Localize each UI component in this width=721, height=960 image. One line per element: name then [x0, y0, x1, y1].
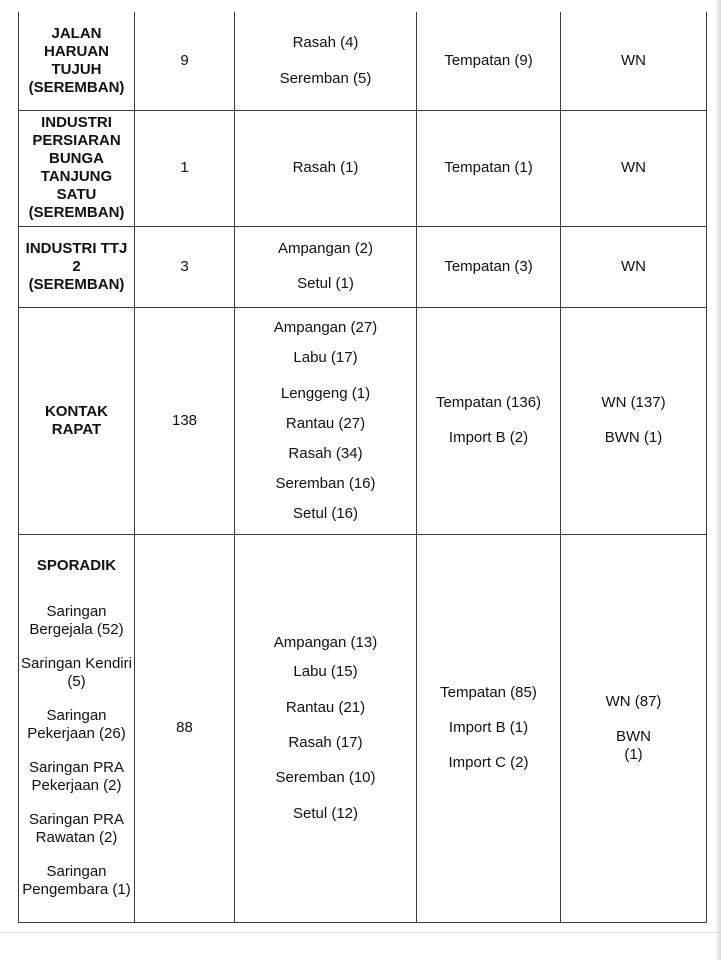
page-bottom-edge [0, 932, 721, 933]
location-entry: Seremban (16) [275, 474, 376, 492]
location-entry: Seremban (10) [275, 768, 376, 786]
source-entry: Tempatan (3) [444, 257, 533, 275]
screening-category [19, 655, 134, 691]
citizenship-entry: WN [621, 159, 646, 176]
location-entry: Rasah (1) [292, 159, 359, 176]
cluster-name-line: PERSIARAN [32, 132, 121, 149]
case-count-cell: 9 [135, 12, 235, 110]
page-edge-shadow [715, 0, 721, 960]
cluster-name-line: KONTAK [44, 402, 109, 420]
source-entry: Tempatan (1) [444, 159, 533, 176]
citizenship-entry: WN (137) [601, 394, 666, 411]
source-entry: Tempatan (9) [444, 51, 533, 69]
screening-category-line: Pekerjaan (2) [31, 777, 122, 794]
citizenship-entry: (1) [624, 745, 643, 763]
location-entry: Rantau (21) [285, 698, 366, 716]
table-row [19, 534, 707, 922]
screening-category-line: Bergejala (52) [29, 621, 124, 638]
source-cell [417, 226, 561, 307]
screening-category [19, 759, 134, 795]
source-cell [417, 110, 561, 226]
citizenship-cell [561, 12, 707, 110]
citizenship-entry: WN [621, 257, 646, 275]
location-entry: Lenggeng (1) [280, 384, 371, 402]
source-entry: Import B (1) [448, 719, 529, 736]
cluster-name-cell [19, 534, 135, 922]
screening-category-line: Rawatan (2) [35, 829, 118, 846]
cluster-name-line: (SEREMBAN) [28, 204, 125, 221]
location-entry: Labu (17) [293, 348, 358, 366]
case-count-cell: 1 [135, 110, 235, 226]
cluster-cases-table [18, 12, 707, 923]
cluster-name-line: HARUAN [44, 42, 109, 60]
screening-category-line: Saringan PRA [28, 811, 125, 828]
cluster-heading: SPORADIK [36, 557, 117, 574]
cluster-name-line: BUNGA [49, 150, 104, 167]
screening-category-line: Pekerjaan (26) [27, 725, 126, 742]
location-entry: Rasah (17) [288, 733, 363, 751]
screening-category-line: (5) [67, 673, 86, 690]
cluster-name-cell [19, 12, 135, 110]
source-cell [417, 307, 561, 534]
screening-category-line: Pengembara (1) [22, 881, 131, 898]
case-count-cell: 138 [135, 307, 235, 534]
location-entry: Labu (15) [293, 662, 358, 680]
location-entry: Rantau (27) [285, 414, 366, 432]
cluster-name-cell [19, 226, 135, 307]
location-entry: Ampangan (13) [273, 633, 378, 651]
table-row [19, 12, 707, 110]
case-count-cell: 88 [135, 534, 235, 922]
table-row [19, 226, 707, 307]
source-entry: Import C (2) [448, 754, 529, 771]
cluster-name-line: (SEREMBAN) [28, 78, 125, 96]
locations-cell [235, 534, 417, 922]
source-entry: Import B (2) [448, 429, 529, 446]
citizenship-entry: BWN [616, 727, 651, 745]
location-entry: Rasah (34) [288, 444, 363, 462]
screening-category-line: Saringan [46, 603, 107, 620]
source-entry: Tempatan (85) [440, 684, 537, 701]
cluster-name-cell [19, 307, 135, 534]
screening-category-line: Saringan PRA [28, 759, 125, 776]
screening-category [19, 863, 134, 899]
table-row [19, 110, 707, 226]
screening-category [19, 811, 134, 847]
location-entry: Rasah (4) [292, 33, 359, 51]
citizenship-entry: WN (87) [605, 692, 662, 710]
source-entry: Tempatan (136) [435, 394, 542, 411]
location-entry: Setul (12) [292, 804, 359, 822]
screening-category-line: Saringan [46, 863, 107, 880]
screening-category-line: Saringan Kendiri [21, 655, 132, 672]
source-cell [417, 12, 561, 110]
cluster-name-line: TUJUH [51, 60, 102, 78]
cluster-name-line: JALAN [51, 24, 102, 42]
citizenship-cell [561, 307, 707, 534]
citizenship-cell [561, 110, 707, 226]
screening-category [19, 707, 134, 743]
cluster-name-line: (SEREMBAN) [28, 275, 125, 293]
cluster-name-cell [19, 110, 135, 226]
locations-cell [235, 307, 417, 534]
cluster-name-line: TANJUNG [40, 168, 113, 185]
cluster-name-line: INDUSTRI [41, 114, 112, 131]
cluster-name-line: 2 [72, 257, 81, 275]
location-entry: Seremban (5) [279, 69, 372, 87]
location-entry: Setul (16) [292, 504, 359, 522]
screening-category [19, 603, 134, 639]
cluster-name-line: RAPAT [51, 420, 102, 438]
source-cell [417, 534, 561, 922]
citizenship-cell [561, 226, 707, 307]
location-entry: Ampangan (27) [273, 318, 378, 336]
locations-cell [235, 110, 417, 226]
cluster-name-line: SATU [56, 186, 97, 203]
citizenship-cell [561, 534, 707, 922]
citizenship-entry: WN [621, 51, 646, 69]
locations-cell [235, 12, 417, 110]
location-entry: Setul (1) [297, 275, 354, 292]
table-row [19, 307, 707, 534]
location-entry: Ampangan (2) [277, 240, 374, 257]
case-count-cell: 3 [135, 226, 235, 307]
cluster-name-line: INDUSTRI TTJ [25, 239, 128, 257]
screening-category-line: Saringan [46, 707, 107, 724]
locations-cell [235, 226, 417, 307]
citizenship-entry: BWN (1) [604, 429, 663, 446]
